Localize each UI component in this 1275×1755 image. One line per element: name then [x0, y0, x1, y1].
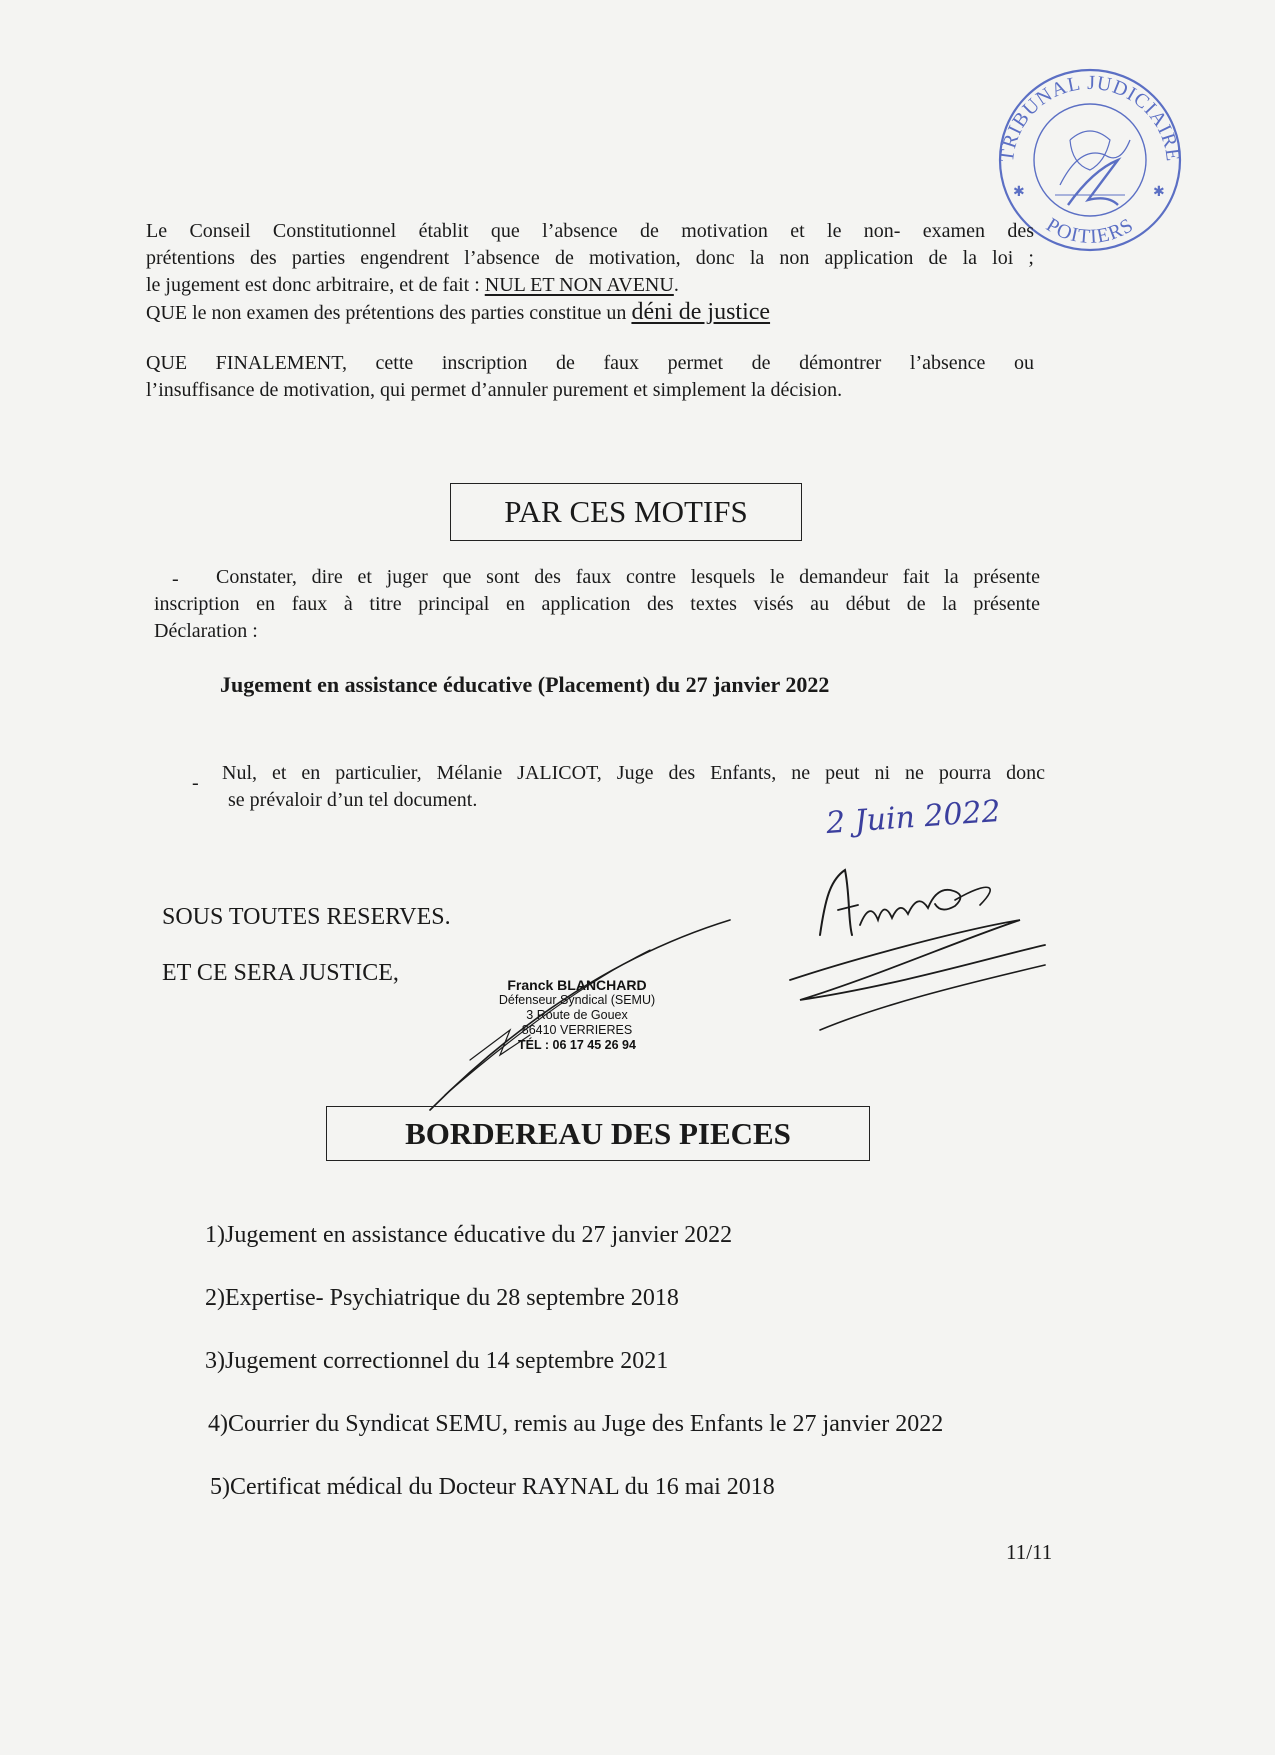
intro-line-1: Le Conseil Constitutionnel établit que l’absence de motivation et le non- examen des — [146, 220, 1034, 242]
signatory-tel: TÉL : 06 17 45 26 94 — [518, 1038, 636, 1052]
svg-text:✱: ✱ — [1153, 185, 1165, 200]
motifs-heading-text: PAR CES MOTIFS — [504, 494, 748, 529]
bullet-1-line-2: inscription en faux à titre principal en application des textes visés au début de la présente — [154, 593, 1040, 615]
signature-stroke-right-2 — [838, 890, 960, 925]
signatory-name: Franck BLANCHARD — [507, 977, 647, 993]
deni-de-justice: déni de justice — [631, 299, 771, 325]
intro-p2-line-2: l’insuffisance de motivation, qui permet d’annuler purement et simplement la décision. — [146, 379, 843, 401]
bullet-1-line-3: Déclaration : — [154, 620, 258, 642]
bordereau-item-3: 3)Jugement correctionnel du 14 septembre 2021 — [205, 1348, 669, 1374]
nul-et-non-avenu: NUL ET NON AVENU — [484, 274, 674, 296]
seal-bottom-text: POITIERS — [1042, 213, 1138, 249]
closing-line-1: SOUS TOUTES RESERVES. — [162, 904, 451, 930]
signatory-role: Défenseur Syndical (SEMU) — [498, 993, 656, 1007]
signatory-address-1: 3 Route de Gouex — [526, 1008, 628, 1022]
signature-stroke-right-5 — [820, 965, 1045, 1030]
signature-stroke-left-2 — [445, 950, 650, 1095]
signatory-address-2: 86410 VERRIERES — [521, 1023, 633, 1037]
signature-stroke-right-1 — [820, 870, 852, 935]
bordereau-heading — [326, 1106, 870, 1161]
intro-line-3-text: le jugement est donc arbitraire, et de fait : — [146, 274, 485, 296]
intro-line-2: prétentions des parties engendrent l’absence de motivation, donc la non application de la loi ; — [146, 247, 1034, 269]
bordereau-item-2: 2)Expertise- Psychiatrique du 28 septembre 2018 — [205, 1285, 679, 1311]
bullet-1-marker: - — [172, 568, 179, 590]
bordereau-item-1: 1)Jugement en assistance éducative du 27 janvier 2022 — [205, 1222, 733, 1248]
bordereau-list — [205, 1222, 943, 1537]
page-number: 11/11 — [1006, 1540, 1053, 1564]
bordereau-item-4: 4)Courrier du Syndicat SEMU, remis au Juge des Enfants le 27 janvier 2022 — [208, 1411, 944, 1437]
judgement-title: Jugement en assistance éducative (Placement) du 27 janvier 2022 — [220, 672, 830, 697]
intro-line-3-end: . — [673, 274, 679, 296]
signature-stroke-right-4 — [790, 920, 1045, 1000]
bullet-2-marker: - — [192, 772, 199, 794]
bullet-1-line-1: Constater, dire et juger que sont des faux contre lesquels le demandeur fait la présente — [216, 566, 1040, 588]
intro-p2-line-1: QUE FINALEMENT, cette inscription de faux permet de démontrer l’absence ou — [146, 352, 1034, 374]
bullet-2-line-1: Nul, et en particulier, Mélanie JALICOT, Juge des Enfants, ne peut ni ne pourra donc — [222, 762, 1045, 784]
bordereau-item-5: 5)Certificat médical du Docteur RAYNAL du 16 mai 2018 — [210, 1474, 775, 1500]
signature-stroke-left-3 — [470, 1030, 530, 1060]
bullet-2-line-2: se prévaloir d’un tel document. — [228, 789, 478, 811]
handwritten-date: 2 Juin 2022 — [824, 793, 1002, 842]
svg-text:✱: ✱ — [1013, 185, 1025, 200]
closing-line-2: ET CE SERA JUSTICE, — [162, 960, 399, 986]
intro-line-4-text: QUE le non examen des prétentions des parties constitue un — [146, 302, 632, 324]
bordereau-heading-text: BORDEREAU DES PIECES — [405, 1115, 791, 1151]
seal-top-text: TRIBUNAL JUDICIAIRE — [995, 71, 1185, 164]
signature-stroke-left-1 — [430, 920, 730, 1110]
